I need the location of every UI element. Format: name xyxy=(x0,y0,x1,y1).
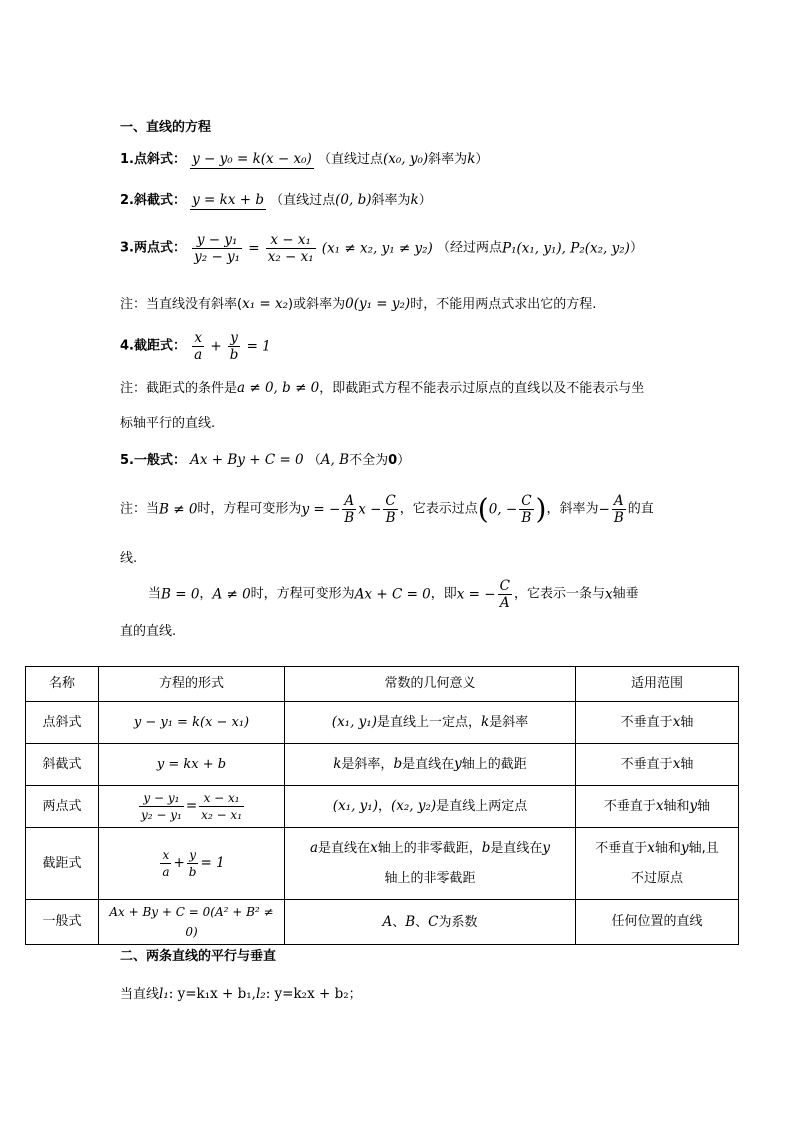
section-title-2: 二、两条直线的平行与垂直 xyxy=(120,949,277,964)
paren-left: ( xyxy=(477,492,489,526)
cell-math: b xyxy=(393,756,403,772)
note-math: 0, − xyxy=(488,501,518,518)
table-cell-name: 两点式 xyxy=(26,786,99,828)
table-cell-form: Ax + By + C = 0(A² + B² ≠ 0) xyxy=(99,900,285,945)
cell-math: (x₂, y₂) xyxy=(391,798,437,814)
cell-text: 是斜率 xyxy=(489,715,529,730)
intercept-label: 4.截距式： xyxy=(120,338,186,354)
cell-text: 轴和 xyxy=(654,841,681,856)
frac-denominator: B xyxy=(613,510,624,526)
cell-fraction xyxy=(199,790,244,823)
line-l1-eq: : y=k₁x + b₁, xyxy=(168,986,256,1002)
table-cell-form: y − y₁ = k(x − x₁) xyxy=(99,702,285,744)
cell-math: (x₁, y₁) xyxy=(332,798,378,814)
cell-text: 、 xyxy=(392,914,406,930)
cell-text: 不垂直于 xyxy=(595,841,648,856)
line-equation-table xyxy=(25,666,739,945)
general-note-zero: 0 xyxy=(388,453,398,468)
frac-denominator: b xyxy=(229,347,239,363)
slope-intercept-note-c: ） xyxy=(418,193,432,208)
note-text: ，斜率为 xyxy=(546,501,599,517)
intercept-fraction-x xyxy=(192,330,204,363)
table-header: 常数的几何意义 xyxy=(285,667,576,702)
note-math: Ax + C = 0 xyxy=(354,586,431,603)
cell-text: 轴,且 xyxy=(688,841,719,856)
cell-text: 轴和 xyxy=(663,799,690,814)
equals-sign: = xyxy=(248,240,260,257)
note-general-2-cont: 直的直线. xyxy=(120,624,177,639)
frac-denominator: x₂ − x₁ xyxy=(267,249,314,265)
point-slope-note-b: 斜率为 xyxy=(428,152,468,167)
note-text: ，它表示过点 xyxy=(399,501,478,517)
two-point-fraction-x xyxy=(266,232,316,265)
note-text: 注：当直线没有斜率( xyxy=(120,297,243,312)
table-cell-scope xyxy=(576,702,739,744)
two-point-points: P₁(x₁, y₁), P₂(x₂, y₂) xyxy=(502,240,630,257)
table-cell-scope xyxy=(576,744,739,786)
note-text: 时，方程可变形为 xyxy=(250,586,355,602)
cell-fraction xyxy=(187,847,199,880)
cell-math: y xyxy=(542,840,551,856)
cell-text: 当直线 xyxy=(120,987,160,1002)
frac-denominator: a xyxy=(194,347,203,363)
two-point-condition: (x₁ ≠ x₂, y₁ ≠ y₂) xyxy=(321,240,433,257)
cell-text: ； xyxy=(348,987,362,1002)
note-text: ， xyxy=(199,586,213,602)
note-text: 时，方程可变形为 xyxy=(197,501,302,517)
frac-denominator: b xyxy=(188,865,197,879)
note-math: x₁ = x₂ xyxy=(242,296,289,312)
table-row xyxy=(26,702,739,744)
frac-denominator: B xyxy=(344,510,355,526)
table-cell-scope xyxy=(576,828,739,900)
general-note: （ xyxy=(307,453,321,468)
note-text: 注：当 xyxy=(120,501,160,517)
cell-text: 是直线在 xyxy=(490,841,543,856)
frac-numerator: A xyxy=(342,493,356,510)
note-text: 轴垂 xyxy=(612,586,639,602)
cell-math: k xyxy=(481,714,490,730)
cell-math: y xyxy=(454,756,462,772)
cell-math: y xyxy=(689,798,698,814)
line-l1: l₁ xyxy=(159,986,169,1002)
point-slope-note-c: ） xyxy=(475,152,489,167)
cell-text: 轴 xyxy=(680,757,694,772)
note-math: x = − xyxy=(456,586,496,603)
slope-intercept-point: (0, b) xyxy=(335,192,372,208)
frac-numerator: x xyxy=(160,847,171,864)
note-math: A ≠ 0 xyxy=(212,586,251,603)
note-math: B ≠ 0 xyxy=(159,501,198,518)
line-l2-eq: : y=k₂x + b₂ xyxy=(265,986,349,1002)
note-math: − xyxy=(598,501,610,518)
general-label: 5.一般式： xyxy=(120,453,186,468)
note-math: x xyxy=(604,586,613,603)
note-general-1-cont: 线. xyxy=(120,551,138,566)
general-formula: Ax + By + C = 0 xyxy=(190,452,304,468)
point-slope-note: （直线过点 xyxy=(317,152,383,167)
frac-slope xyxy=(612,493,626,526)
slope-intercept-line xyxy=(120,190,432,211)
table-cell-meaning xyxy=(285,828,576,900)
note-math: B = 0 xyxy=(161,586,200,603)
cell-text: 是直线上两定点 xyxy=(436,799,528,814)
cell-math: C xyxy=(428,913,439,930)
general-note-ab: A, B xyxy=(320,452,350,468)
table-cell-form xyxy=(99,786,285,828)
cell-text: 轴 xyxy=(680,715,694,730)
frac-numerator: y xyxy=(187,847,199,864)
frac-numerator: y − y₁ xyxy=(192,232,242,249)
cell-text: 不垂直于 xyxy=(620,715,673,730)
table-cell-meaning xyxy=(285,744,576,786)
frac-numerator: A xyxy=(612,493,626,510)
note-math: x − xyxy=(358,501,382,518)
cell-math: x xyxy=(647,840,655,856)
cell-text: ， xyxy=(377,799,391,814)
slope-intercept-note: （直线过点 xyxy=(270,193,336,208)
table-cell-form: y = kx + b xyxy=(99,744,285,786)
cell-math: = 1 xyxy=(200,855,225,871)
cell-math: x xyxy=(672,714,681,730)
line-l2: l₂ xyxy=(255,986,266,1002)
frac-numerator: x xyxy=(192,330,204,347)
cell-math: a xyxy=(309,840,319,856)
plus-sign: + xyxy=(173,855,185,871)
cell-text: 不垂直于 xyxy=(620,757,673,772)
cell-math: x xyxy=(672,756,681,772)
frac-a-over-b xyxy=(342,493,356,526)
frac-c-over-b xyxy=(383,493,397,526)
table-cell-name: 一般式 xyxy=(26,900,99,945)
table-cell-meaning xyxy=(285,702,576,744)
table-cell-form xyxy=(99,828,285,900)
cell-text: 轴上的截距 xyxy=(461,757,527,772)
note-text: 时，不能用两点式求出它的方程. xyxy=(410,297,597,312)
cell-math: A xyxy=(382,913,393,930)
frac-denominator: a xyxy=(162,865,170,879)
frac-denominator: B xyxy=(385,510,396,526)
frac-numerator: y − y₁ xyxy=(139,790,184,807)
two-point-line xyxy=(120,232,643,265)
table-header: 方程的形式 xyxy=(99,667,285,702)
slope-intercept-formula: y = kx + b xyxy=(192,192,264,208)
note-math: a ≠ 0, b ≠ 0 xyxy=(237,380,320,396)
frac-numerator: C xyxy=(499,578,510,594)
two-point-label: 3.两点式： xyxy=(120,240,186,256)
frac-numerator: x − x₁ xyxy=(266,232,316,249)
table-cell-name: 点斜式 xyxy=(26,702,99,744)
cell-math: x xyxy=(370,840,378,856)
slope-intercept-note-b: 斜率为 xyxy=(371,193,411,208)
note-text: ，即 xyxy=(430,586,457,602)
frac-denominator: y₂ − y₁ xyxy=(140,808,182,822)
note-text: 注：截距式的条件是 xyxy=(120,381,238,396)
table-row xyxy=(26,786,739,828)
intercept-line xyxy=(120,330,271,363)
cell-text: 不垂直于 xyxy=(603,799,656,814)
cell-text: 是直线在 xyxy=(318,841,371,856)
frac-numerator: y xyxy=(228,330,241,347)
cell-text: 是直线在 xyxy=(402,757,455,772)
point-slope-line xyxy=(120,149,488,170)
cell-math: y xyxy=(680,840,689,856)
table-cell-meaning xyxy=(285,900,576,945)
two-point-fraction-y xyxy=(192,232,242,265)
cell-math: x xyxy=(655,798,664,814)
point-slope-k: k xyxy=(467,151,476,167)
intercept-rhs: = 1 xyxy=(246,338,271,355)
cell-text: 、 xyxy=(415,914,429,930)
equals-sign: = xyxy=(185,798,198,814)
note-math: 0(y₁ = y₂) xyxy=(345,296,411,312)
frac-numerator: C xyxy=(521,493,532,509)
cell-text: 是直线上一定点， xyxy=(376,715,481,730)
section-title-1: 一、直线的方程 xyxy=(120,120,212,135)
table-cell-scope: 任何位置的直线 xyxy=(576,900,739,945)
general-line xyxy=(120,450,410,471)
cell-text: 不过原点 xyxy=(630,871,683,886)
cell-fraction xyxy=(160,847,171,880)
frac-denominator: x₂ − x₁ xyxy=(201,808,243,822)
note-text: ，即截距式方程不能表示过原点的直线以及不能表示与坐 xyxy=(319,381,645,396)
point-slope-point: (x₀, y₀) xyxy=(382,151,429,167)
table-header-row xyxy=(26,667,739,702)
frac-denominator: y₂ − y₁ xyxy=(194,249,241,265)
table-cell-name: 斜截式 xyxy=(26,744,99,786)
cell-text: 为系数 xyxy=(438,914,478,930)
point-slope-label: 1.点斜式： xyxy=(120,152,186,167)
note-text: 的直 xyxy=(627,501,654,517)
general-note-c: ） xyxy=(397,453,411,468)
table-cell-meaning xyxy=(285,786,576,828)
paren-right: ) xyxy=(535,492,547,526)
cell-fraction xyxy=(139,790,184,823)
table-row xyxy=(26,828,739,900)
frac-denominator: A xyxy=(499,595,510,611)
frac-denominator: B xyxy=(521,510,532,526)
cell-math: (x₁, y₁) xyxy=(331,714,377,730)
cell-math: b xyxy=(481,840,491,856)
frac-numerator: C xyxy=(385,493,396,509)
cell-text: 轴 xyxy=(697,799,711,814)
note-text: ，它表示一条与 xyxy=(513,586,605,602)
note-intercept xyxy=(120,378,644,399)
frac-numerator: x − x₁ xyxy=(199,790,244,807)
table-cell-scope xyxy=(576,786,739,828)
two-point-note-c: ） xyxy=(629,240,643,256)
intercept-fraction-y xyxy=(228,330,241,363)
cell-text: 是斜率， xyxy=(341,757,394,772)
cell-math: k xyxy=(333,756,342,772)
cell-text: 轴上的非零截距 xyxy=(384,871,476,886)
table-row xyxy=(26,744,739,786)
point-slope-formula: y − y₀ = k(x − x₀) xyxy=(192,151,312,167)
table-header: 适用范围 xyxy=(576,667,739,702)
frac-c-over-b-point xyxy=(519,493,533,526)
note-text: 当 xyxy=(148,586,162,602)
note-two-point xyxy=(120,294,596,315)
note-intercept-cont: 标轴平行的直线. xyxy=(120,416,216,431)
table-row xyxy=(26,900,739,945)
slope-intercept-label: 2.斜截式： xyxy=(120,193,186,208)
slope-intercept-k: k xyxy=(410,192,419,208)
table-cell-name: 截距式 xyxy=(26,828,99,900)
cell-text: 轴上的非零截距， xyxy=(377,841,482,856)
cell-math: B xyxy=(405,913,416,930)
parallel-condition-line xyxy=(120,984,362,1005)
plus-sign: + xyxy=(210,338,222,355)
note-general-1 xyxy=(120,493,654,526)
note-text: )或斜率为 xyxy=(288,297,346,312)
note-math: y = − xyxy=(301,501,341,518)
two-point-note: （经过两点 xyxy=(436,240,502,256)
general-note-b: 不全为 xyxy=(349,453,389,468)
frac-c-over-a xyxy=(498,578,512,611)
table-header: 名称 xyxy=(26,667,99,702)
note-general-2 xyxy=(148,578,639,611)
